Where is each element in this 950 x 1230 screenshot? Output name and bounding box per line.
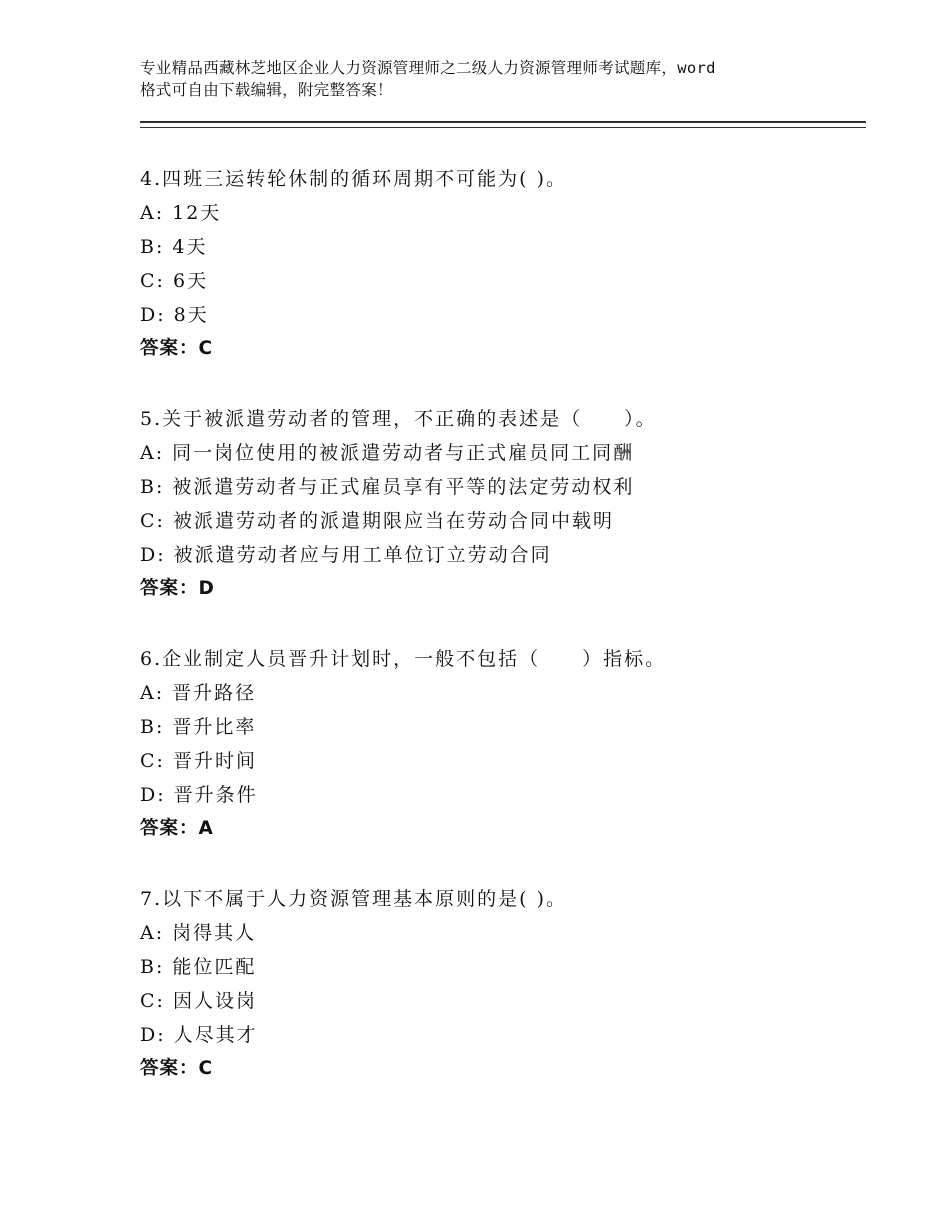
- option-c: C: 被派遣劳动者的派遣期限应当在劳动合同中载明: [140, 510, 614, 532]
- header-line-2: 格式可自由下载编辑，附完整答案！: [140, 81, 393, 99]
- header-divider: [140, 121, 866, 128]
- answer: 答案：A: [140, 818, 214, 839]
- option-b: B: 4天: [140, 236, 208, 258]
- option-a: A: 岗得其人: [140, 922, 257, 944]
- option-d: D: 晋升条件: [140, 784, 258, 806]
- option-c: C: 晋升时间: [140, 750, 257, 772]
- question-stem: 5.关于被派遣劳动者的管理，不正确的表述是（ ）。: [140, 408, 657, 430]
- answer: 答案：C: [140, 338, 214, 359]
- option-b: B: 能位匹配: [140, 956, 257, 978]
- question-4: [140, 162, 860, 366]
- question-stem: 7.以下不属于人力资源管理基本原则的是( )。: [140, 888, 567, 910]
- option-b: B: 被派遣劳动者与正式雇员享有平等的法定劳动权利: [140, 476, 635, 498]
- option-a: A: 同一岗位使用的被派遣劳动者与正式雇员同工同酬: [140, 442, 635, 464]
- question-list: [140, 162, 860, 1122]
- question-7: [140, 882, 860, 1086]
- option-d: D: 被派遣劳动者应与用工单位订立劳动合同: [140, 544, 552, 566]
- option-a: A: 晋升路径: [140, 682, 257, 704]
- document-header: [140, 57, 840, 101]
- question-stem: 6.企业制定人员晋升计划时，一般不包括（ ）指标。: [140, 648, 667, 670]
- option-c: C: 6天: [140, 270, 209, 292]
- answer: 答案：C: [140, 1058, 214, 1079]
- option-c: C: 因人设岗: [140, 990, 257, 1012]
- header-line-1: 专业精品西藏林芝地区企业人力资源管理师之二级人力资源管理师考试题库，word: [140, 59, 716, 77]
- option-b: B: 晋升比率: [140, 716, 257, 738]
- question-6: [140, 642, 860, 846]
- option-d: D: 8天: [140, 304, 209, 326]
- answer: 答案：D: [140, 578, 215, 599]
- question-5: [140, 402, 860, 606]
- option-a: A: 12天: [140, 202, 222, 224]
- question-stem: 4.四班三运转轮休制的循环周期不可能为( )。: [140, 168, 567, 190]
- option-d: D: 人尽其才: [140, 1024, 258, 1046]
